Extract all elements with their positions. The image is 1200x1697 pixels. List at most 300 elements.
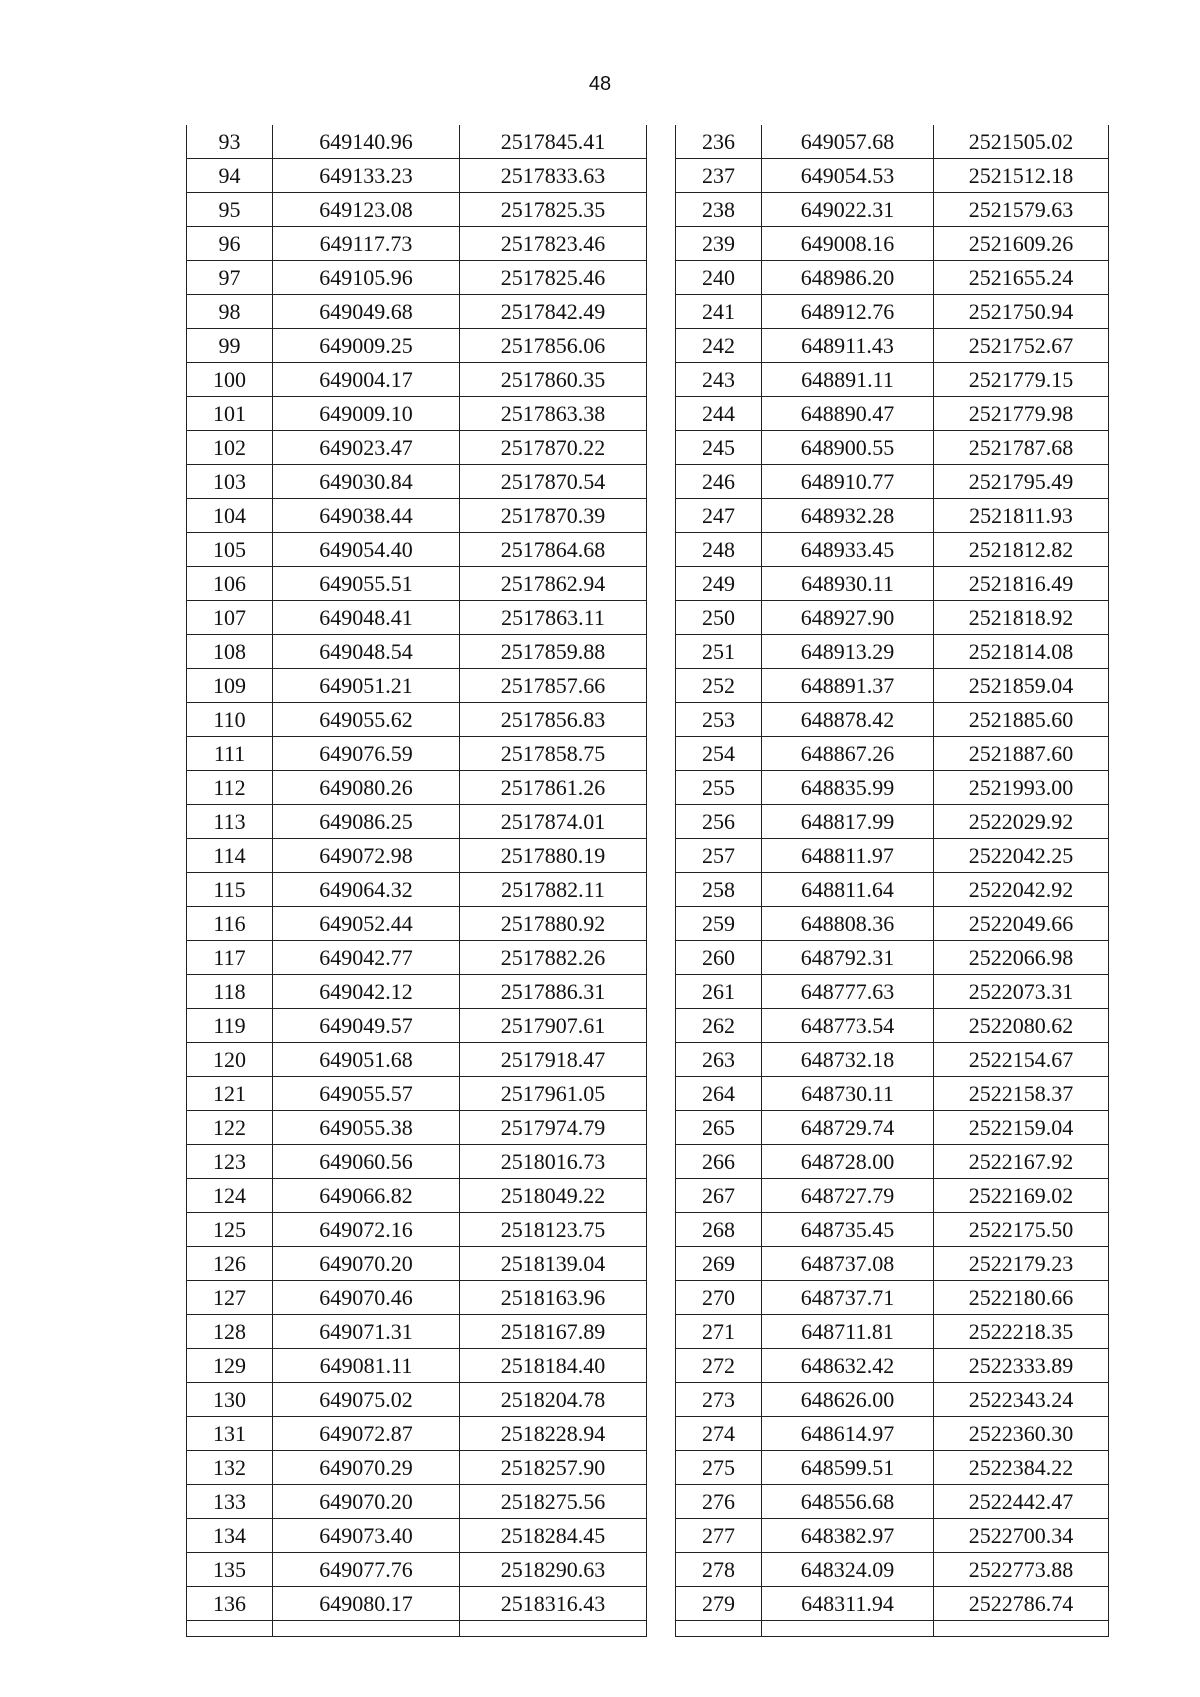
table-row: [187, 533, 647, 567]
y-coordinate-cell: 2517857.66: [460, 669, 647, 703]
point-number-cell: 269: [676, 1247, 762, 1281]
y-coordinate-cell: 2517880.19: [460, 839, 647, 873]
y-coordinate-cell: 2517833.63: [460, 159, 647, 193]
point-number-cell: 237: [676, 159, 762, 193]
x-coordinate-cell: 649080.26: [273, 771, 460, 805]
table-row: [676, 329, 1109, 363]
y-coordinate-cell: 2522180.66: [934, 1281, 1109, 1315]
table-padding-row: [187, 1621, 647, 1637]
table-padding-row: [676, 1621, 1109, 1637]
y-coordinate-cell: 2518049.22: [460, 1179, 647, 1213]
y-coordinate-cell: 2517862.94: [460, 567, 647, 601]
point-number-cell: 115: [187, 873, 273, 907]
y-coordinate-cell: 2517856.83: [460, 703, 647, 737]
table-row: [676, 669, 1109, 703]
x-coordinate-cell: 648927.90: [762, 601, 934, 635]
table-row: [187, 499, 647, 533]
table-row: [187, 125, 647, 159]
point-number-cell: 110: [187, 703, 273, 737]
table-row: [187, 567, 647, 601]
table-row: [187, 1587, 647, 1621]
empty-cell: [187, 1621, 273, 1637]
x-coordinate-cell: 649042.77: [273, 941, 460, 975]
point-number-cell: 103: [187, 465, 273, 499]
table-row: [676, 1519, 1109, 1553]
y-coordinate-cell: 2521512.18: [934, 159, 1109, 193]
point-number-cell: 112: [187, 771, 273, 805]
table-row: [187, 635, 647, 669]
y-coordinate-cell: 2521779.98: [934, 397, 1109, 431]
x-coordinate-cell: 648732.18: [762, 1043, 934, 1077]
table-row: [676, 1349, 1109, 1383]
x-coordinate-cell: 648811.97: [762, 839, 934, 873]
x-coordinate-cell: 649055.62: [273, 703, 460, 737]
x-coordinate-cell: 648890.47: [762, 397, 934, 431]
point-number-cell: 135: [187, 1553, 273, 1587]
table-row: [676, 1043, 1109, 1077]
x-coordinate-cell: 649048.41: [273, 601, 460, 635]
y-coordinate-cell: 2517874.01: [460, 805, 647, 839]
point-number-cell: 271: [676, 1315, 762, 1349]
table-row: [187, 397, 647, 431]
x-coordinate-cell: 648556.68: [762, 1485, 934, 1519]
point-number-cell: 238: [676, 193, 762, 227]
x-coordinate-cell: 648986.20: [762, 261, 934, 295]
table-row: [187, 1315, 647, 1349]
table-row: [187, 1553, 647, 1587]
table-row: [187, 227, 647, 261]
point-number-cell: 251: [676, 635, 762, 669]
table-row: [187, 1077, 647, 1111]
x-coordinate-cell: 648835.99: [762, 771, 934, 805]
y-coordinate-cell: 2517861.26: [460, 771, 647, 805]
y-coordinate-cell: 2522384.22: [934, 1451, 1109, 1485]
point-number-cell: 124: [187, 1179, 273, 1213]
point-number-cell: 256: [676, 805, 762, 839]
table-row: [187, 1417, 647, 1451]
point-number-cell: 253: [676, 703, 762, 737]
y-coordinate-cell: 2517870.22: [460, 431, 647, 465]
x-coordinate-cell: 649049.68: [273, 295, 460, 329]
point-number-cell: 98: [187, 295, 273, 329]
x-coordinate-cell: 648728.00: [762, 1145, 934, 1179]
x-coordinate-cell: 649066.82: [273, 1179, 460, 1213]
point-number-cell: 120: [187, 1043, 273, 1077]
y-coordinate-cell: 2521885.60: [934, 703, 1109, 737]
table-row: [187, 1145, 647, 1179]
table-row: [187, 1485, 647, 1519]
table-row: [187, 159, 647, 193]
table-row: [676, 1451, 1109, 1485]
x-coordinate-cell: 648727.79: [762, 1179, 934, 1213]
point-number-cell: 248: [676, 533, 762, 567]
y-coordinate-cell: 2517886.31: [460, 975, 647, 1009]
x-coordinate-cell: 649057.68: [762, 125, 934, 159]
x-coordinate-cell: 649049.57: [273, 1009, 460, 1043]
y-coordinate-cell: 2521818.92: [934, 601, 1109, 635]
x-coordinate-cell: 648777.63: [762, 975, 934, 1009]
table-row: [187, 1213, 647, 1247]
table-row: [676, 533, 1109, 567]
table-row: [676, 1587, 1109, 1621]
x-coordinate-cell: 649022.31: [762, 193, 934, 227]
table-row: [187, 1247, 647, 1281]
table-row: [187, 975, 647, 1009]
point-number-cell: 130: [187, 1383, 273, 1417]
x-coordinate-cell: 649073.40: [273, 1519, 460, 1553]
x-coordinate-cell: 648933.45: [762, 533, 934, 567]
table-row: [676, 601, 1109, 635]
table-row: [187, 1451, 647, 1485]
table-row: [187, 839, 647, 873]
y-coordinate-cell: 2517870.39: [460, 499, 647, 533]
point-number-cell: 134: [187, 1519, 273, 1553]
y-coordinate-cell: 2522360.30: [934, 1417, 1109, 1451]
x-coordinate-cell: 649009.25: [273, 329, 460, 363]
point-number-cell: 136: [187, 1587, 273, 1621]
x-coordinate-cell: 648811.64: [762, 873, 934, 907]
point-number-cell: 96: [187, 227, 273, 261]
table-row: [676, 805, 1109, 839]
x-coordinate-cell: 649140.96: [273, 125, 460, 159]
table-row: [187, 1043, 647, 1077]
table-row: [676, 839, 1109, 873]
y-coordinate-cell: 2521779.15: [934, 363, 1109, 397]
x-coordinate-cell: 649048.54: [273, 635, 460, 669]
y-coordinate-cell: 2521750.94: [934, 295, 1109, 329]
y-coordinate-cell: 2521609.26: [934, 227, 1109, 261]
y-coordinate-cell: 2521993.00: [934, 771, 1109, 805]
x-coordinate-cell: 648311.94: [762, 1587, 934, 1621]
y-coordinate-cell: 2517845.41: [460, 125, 647, 159]
x-coordinate-cell: 649076.59: [273, 737, 460, 771]
x-coordinate-cell: 648912.76: [762, 295, 934, 329]
x-coordinate-cell: 649042.12: [273, 975, 460, 1009]
point-number-cell: 252: [676, 669, 762, 703]
point-number-cell: 94: [187, 159, 273, 193]
x-coordinate-cell: 649030.84: [273, 465, 460, 499]
point-number-cell: 246: [676, 465, 762, 499]
x-coordinate-cell: 648614.97: [762, 1417, 934, 1451]
point-number-cell: 127: [187, 1281, 273, 1315]
y-coordinate-cell: 2518204.78: [460, 1383, 647, 1417]
point-number-cell: 247: [676, 499, 762, 533]
table-row: [187, 737, 647, 771]
x-coordinate-cell: 648867.26: [762, 737, 934, 771]
x-coordinate-cell: 649072.98: [273, 839, 460, 873]
y-coordinate-cell: 2522080.62: [934, 1009, 1109, 1043]
point-number-cell: 266: [676, 1145, 762, 1179]
table-row: [676, 1111, 1109, 1145]
y-coordinate-cell: 2522175.50: [934, 1213, 1109, 1247]
table-row: [187, 601, 647, 635]
point-number-cell: 261: [676, 975, 762, 1009]
x-coordinate-cell: 649123.08: [273, 193, 460, 227]
point-number-cell: 279: [676, 1587, 762, 1621]
y-coordinate-cell: 2517863.38: [460, 397, 647, 431]
point-number-cell: 107: [187, 601, 273, 635]
point-number-cell: 118: [187, 975, 273, 1009]
table-row: [187, 329, 647, 363]
x-coordinate-cell: 648626.00: [762, 1383, 934, 1417]
x-coordinate-cell: 649105.96: [273, 261, 460, 295]
point-number-cell: 254: [676, 737, 762, 771]
point-number-cell: 244: [676, 397, 762, 431]
table-row: [676, 1213, 1109, 1247]
y-coordinate-cell: 2521787.68: [934, 431, 1109, 465]
point-number-cell: 265: [676, 1111, 762, 1145]
point-number-cell: 116: [187, 907, 273, 941]
point-number-cell: 250: [676, 601, 762, 635]
y-coordinate-cell: 2518167.89: [460, 1315, 647, 1349]
point-number-cell: 121: [187, 1077, 273, 1111]
point-number-cell: 241: [676, 295, 762, 329]
y-coordinate-cell: 2517860.35: [460, 363, 647, 397]
point-number-cell: 128: [187, 1315, 273, 1349]
table-row: [676, 635, 1109, 669]
x-coordinate-cell: 648808.36: [762, 907, 934, 941]
y-coordinate-cell: 2522773.88: [934, 1553, 1109, 1587]
y-coordinate-cell: 2518139.04: [460, 1247, 647, 1281]
point-number-cell: 129: [187, 1349, 273, 1383]
y-coordinate-cell: 2522029.92: [934, 805, 1109, 839]
point-number-cell: 239: [676, 227, 762, 261]
y-coordinate-cell: 2522042.25: [934, 839, 1109, 873]
y-coordinate-cell: 2517880.92: [460, 907, 647, 941]
y-coordinate-cell: 2522049.66: [934, 907, 1109, 941]
point-number-cell: 236: [676, 125, 762, 159]
x-coordinate-cell: 649023.47: [273, 431, 460, 465]
table-row: [187, 703, 647, 737]
y-coordinate-cell: 2518016.73: [460, 1145, 647, 1179]
y-coordinate-cell: 2522158.37: [934, 1077, 1109, 1111]
y-coordinate-cell: 2522179.23: [934, 1247, 1109, 1281]
table-row: [676, 737, 1109, 771]
point-number-cell: 95: [187, 193, 273, 227]
y-coordinate-cell: 2521816.49: [934, 567, 1109, 601]
y-coordinate-cell: 2517842.49: [460, 295, 647, 329]
x-coordinate-cell: 648632.42: [762, 1349, 934, 1383]
table-row: [676, 363, 1109, 397]
point-number-cell: 262: [676, 1009, 762, 1043]
y-coordinate-cell: 2522343.24: [934, 1383, 1109, 1417]
x-coordinate-cell: 648878.42: [762, 703, 934, 737]
table-row: [187, 805, 647, 839]
x-coordinate-cell: 649081.11: [273, 1349, 460, 1383]
y-coordinate-cell: 2521887.60: [934, 737, 1109, 771]
x-coordinate-cell: 648735.45: [762, 1213, 934, 1247]
point-number-cell: 117: [187, 941, 273, 975]
coordinates-table-right: [675, 125, 1109, 1637]
table-row: [676, 907, 1109, 941]
x-coordinate-cell: 648773.54: [762, 1009, 934, 1043]
y-coordinate-cell: 2517856.06: [460, 329, 647, 363]
table-row: [676, 1417, 1109, 1451]
table-row: [676, 1247, 1109, 1281]
y-coordinate-cell: 2518228.94: [460, 1417, 647, 1451]
point-number-cell: 106: [187, 567, 273, 601]
x-coordinate-cell: 648730.11: [762, 1077, 934, 1111]
y-coordinate-cell: 2522169.02: [934, 1179, 1109, 1213]
y-coordinate-cell: 2521655.24: [934, 261, 1109, 295]
y-coordinate-cell: 2522218.35: [934, 1315, 1109, 1349]
table-row: [187, 873, 647, 907]
x-coordinate-cell: 649009.10: [273, 397, 460, 431]
point-number-cell: 114: [187, 839, 273, 873]
point-number-cell: 255: [676, 771, 762, 805]
empty-cell: [676, 1621, 762, 1637]
x-coordinate-cell: 649072.16: [273, 1213, 460, 1247]
x-coordinate-cell: 649070.29: [273, 1451, 460, 1485]
table-row: [187, 193, 647, 227]
table-row: [676, 1315, 1109, 1349]
point-number-cell: 242: [676, 329, 762, 363]
x-coordinate-cell: 648913.29: [762, 635, 934, 669]
point-number-cell: 105: [187, 533, 273, 567]
point-number-cell: 259: [676, 907, 762, 941]
point-number-cell: 276: [676, 1485, 762, 1519]
table-row: [676, 771, 1109, 805]
table-row: [676, 125, 1109, 159]
x-coordinate-cell: 648324.09: [762, 1553, 934, 1587]
y-coordinate-cell: 2517961.05: [460, 1077, 647, 1111]
table-row: [187, 1179, 647, 1213]
x-coordinate-cell: 649070.46: [273, 1281, 460, 1315]
point-number-cell: 109: [187, 669, 273, 703]
y-coordinate-cell: 2517863.11: [460, 601, 647, 635]
point-number-cell: 249: [676, 567, 762, 601]
y-coordinate-cell: 2517859.88: [460, 635, 647, 669]
point-number-cell: 99: [187, 329, 273, 363]
y-coordinate-cell: 2518316.43: [460, 1587, 647, 1621]
table-row: [187, 1009, 647, 1043]
point-number-cell: 277: [676, 1519, 762, 1553]
point-number-cell: 273: [676, 1383, 762, 1417]
table-row: [187, 1383, 647, 1417]
table-row: [187, 1281, 647, 1315]
y-coordinate-cell: 2522700.34: [934, 1519, 1109, 1553]
point-number-cell: 123: [187, 1145, 273, 1179]
x-coordinate-cell: 648910.77: [762, 465, 934, 499]
table-row: [187, 431, 647, 465]
table-row: [676, 703, 1109, 737]
x-coordinate-cell: 649070.20: [273, 1485, 460, 1519]
table-row: [676, 1145, 1109, 1179]
table-row: [187, 1349, 647, 1383]
table-row: [676, 193, 1109, 227]
y-coordinate-cell: 2518290.63: [460, 1553, 647, 1587]
y-coordinate-cell: 2521579.63: [934, 193, 1109, 227]
empty-cell: [460, 1621, 647, 1637]
table-row: [187, 295, 647, 329]
table-row: [676, 567, 1109, 601]
x-coordinate-cell: 649072.87: [273, 1417, 460, 1451]
y-coordinate-cell: 2522066.98: [934, 941, 1109, 975]
x-coordinate-cell: 648930.11: [762, 567, 934, 601]
x-coordinate-cell: 649038.44: [273, 499, 460, 533]
table-row: [187, 363, 647, 397]
point-number-cell: 97: [187, 261, 273, 295]
point-number-cell: 243: [676, 363, 762, 397]
point-number-cell: 133: [187, 1485, 273, 1519]
table-row: [676, 261, 1109, 295]
table-row: [676, 397, 1109, 431]
table-row: [676, 227, 1109, 261]
x-coordinate-cell: 649086.25: [273, 805, 460, 839]
x-coordinate-cell: 649054.53: [762, 159, 934, 193]
x-coordinate-cell: 648817.99: [762, 805, 934, 839]
y-coordinate-cell: 2521812.82: [934, 533, 1109, 567]
table-row: [676, 1281, 1109, 1315]
y-coordinate-cell: 2522159.04: [934, 1111, 1109, 1145]
empty-cell: [273, 1621, 460, 1637]
point-number-cell: 275: [676, 1451, 762, 1485]
point-number-cell: 102: [187, 431, 273, 465]
point-number-cell: 258: [676, 873, 762, 907]
x-coordinate-cell: 649071.31: [273, 1315, 460, 1349]
y-coordinate-cell: 2518123.75: [460, 1213, 647, 1247]
point-number-cell: 257: [676, 839, 762, 873]
table-row: [676, 499, 1109, 533]
x-coordinate-cell: 648737.71: [762, 1281, 934, 1315]
y-coordinate-cell: 2518257.90: [460, 1451, 647, 1485]
y-coordinate-cell: 2517825.46: [460, 261, 647, 295]
x-coordinate-cell: 648891.37: [762, 669, 934, 703]
y-coordinate-cell: 2522073.31: [934, 975, 1109, 1009]
point-number-cell: 111: [187, 737, 273, 771]
y-coordinate-cell: 2517882.11: [460, 873, 647, 907]
point-number-cell: 119: [187, 1009, 273, 1043]
y-coordinate-cell: 2521505.02: [934, 125, 1109, 159]
point-number-cell: 131: [187, 1417, 273, 1451]
point-number-cell: 267: [676, 1179, 762, 1213]
x-coordinate-cell: 649064.32: [273, 873, 460, 907]
table-row: [676, 1077, 1109, 1111]
table-row: [676, 941, 1109, 975]
y-coordinate-cell: 2517864.68: [460, 533, 647, 567]
x-coordinate-cell: 648911.43: [762, 329, 934, 363]
table-row: [187, 941, 647, 975]
point-number-cell: 113: [187, 805, 273, 839]
y-coordinate-cell: 2522442.47: [934, 1485, 1109, 1519]
point-number-cell: 264: [676, 1077, 762, 1111]
y-coordinate-cell: 2521795.49: [934, 465, 1109, 499]
x-coordinate-cell: 648900.55: [762, 431, 934, 465]
x-coordinate-cell: 649070.20: [273, 1247, 460, 1281]
y-coordinate-cell: 2517825.35: [460, 193, 647, 227]
y-coordinate-cell: 2517882.26: [460, 941, 647, 975]
table-row: [676, 975, 1109, 1009]
point-number-cell: 278: [676, 1553, 762, 1587]
x-coordinate-cell: 649008.16: [762, 227, 934, 261]
point-number-cell: 132: [187, 1451, 273, 1485]
table-row: [676, 295, 1109, 329]
y-coordinate-cell: 2521752.67: [934, 329, 1109, 363]
x-coordinate-cell: 649055.57: [273, 1077, 460, 1111]
y-coordinate-cell: 2518275.56: [460, 1485, 647, 1519]
x-coordinate-cell: 649133.23: [273, 159, 460, 193]
y-coordinate-cell: 2522154.67: [934, 1043, 1109, 1077]
y-coordinate-cell: 2518184.40: [460, 1349, 647, 1383]
y-coordinate-cell: 2517823.46: [460, 227, 647, 261]
empty-cell: [762, 1621, 934, 1637]
y-coordinate-cell: 2522042.92: [934, 873, 1109, 907]
point-number-cell: 108: [187, 635, 273, 669]
y-coordinate-cell: 2518163.96: [460, 1281, 647, 1315]
y-coordinate-cell: 2521811.93: [934, 499, 1109, 533]
point-number-cell: 245: [676, 431, 762, 465]
table-row: [676, 465, 1109, 499]
